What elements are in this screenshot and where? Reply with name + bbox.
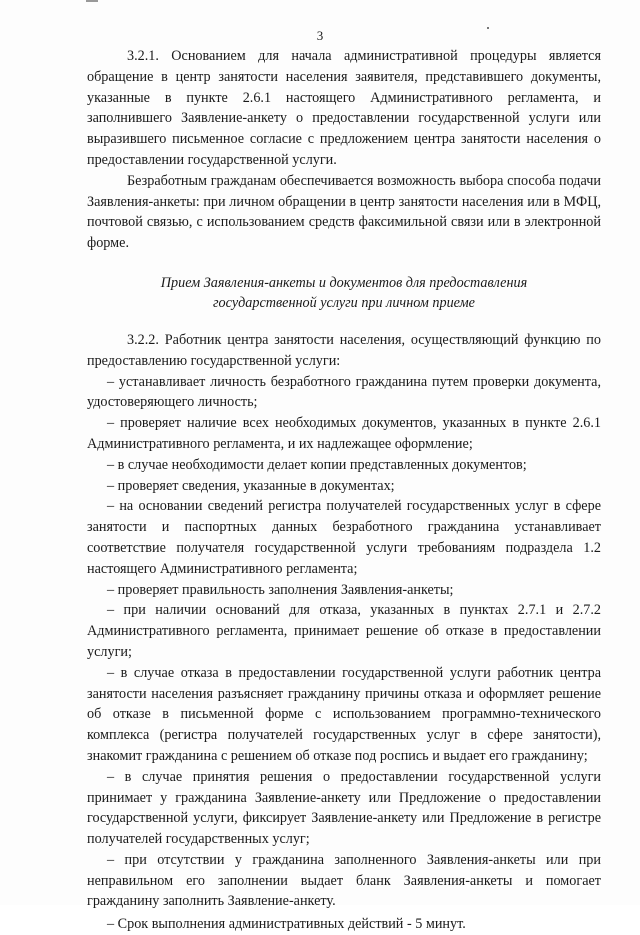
section-heading (87, 273, 601, 314)
list-item: – проверяет правильность заполнения Заявления-анкеты; (107, 581, 454, 598)
list-item: – проверяет сведения, указанные в документах; (107, 477, 395, 494)
scan-mark (86, 0, 98, 2)
list-item: – на основании сведений регистра получателей государственных услуг в сфере занятости и паспортных данных безработного гражданина устанавливает соответствие получателя государственной услуги требованиям подраздела 1.2 настоящего Административного регламента; (87, 498, 601, 577)
document-body (87, 46, 601, 935)
list-item: – при наличии оснований для отказа, указанных в пунктах 2.7.1 и 2.7.2 Административного регламента, принимает решение об отказе в предоставлении услуги; (87, 602, 601, 660)
list-item-deadline: – Срок выполнения административных действий - 5 минут. (107, 916, 466, 933)
section-heading-line-1: Прием Заявления-анкеты и документов для предоставления (160, 274, 528, 291)
list-item: – в случае необходимости делает копии представленных документов; (107, 456, 527, 473)
page-number: 3 (316, 28, 324, 43)
list-item: – в случае отказа в предоставлении государственной услуги работник центра занятости населения разъясняет гражданину причины отказа и оформляет решение об отказе в письменной форме с использованием программно-технического комплекса (регистра получателей государственных услуг в сфере занятости), знакомит гражданина с решением об отказе под роспись и выдает его гражданину; (87, 664, 601, 764)
list-item: – при отсутствии у гражданина заполненного Заявления-анкеты или при неправильном его заполнении выдает бланк Заявления-анкеты и помогает гражданину заполнить Заявление-анкету. (87, 851, 601, 910)
section-heading-line-2: государственной услуги при личном приеме (213, 295, 475, 312)
list-item: – проверяет наличие всех необходимых документов, указанных в пункте 2.6.1 Административного регламента, и их надлежащее оформление; (87, 415, 601, 452)
list-item: – в случае принятия решения о предоставлении государственной услуги принимает у гражданина Заявление-анкету или Предложение о предоставлении государственной услуги, фиксирует Заявление-анкету или Предложение в регистре получателей государственных услуг; (87, 768, 601, 848)
paragraph-3-2-2: 3.2.2. Работник центра занятости населения, осуществляющий функцию по предоставлению государственной услуги: (87, 331, 601, 369)
paragraph-3-2-1: 3.2.1. Основанием для начала административной процедуры является обращение в центр занятости населения заявителя, представившего документы, указанные в пункте 2.6.1 настоящего Административного регламента, и заполнившего Заявление-анкету о предоставлении государственной услуги или выразившего письменное согласие с предложением центра занятости населения о предоставлении государственной услуги. (87, 48, 601, 168)
list-item: – устанавливает личность безработного гражданина путем проверки документа, удостоверяющего личность; (87, 373, 601, 411)
paragraph-submission-methods: Безработным гражданам обеспечивается возможность выбора способа подачи Заявления-анкеты: при личном обращении в центр занятости населения или в МФЦ, почтовой связью, с использованием средств факсимильной связи или в электронной форме. (87, 172, 601, 252)
